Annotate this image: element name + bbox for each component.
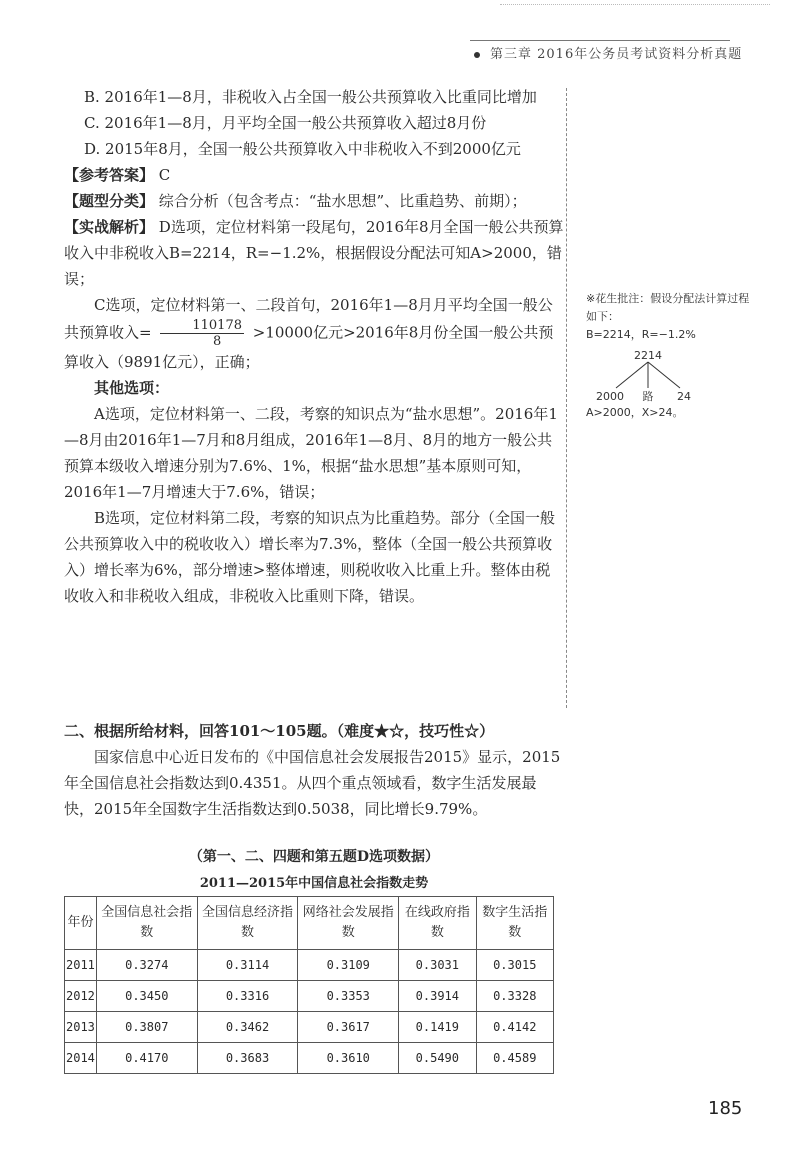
diagram-total: 2214 (634, 349, 662, 362)
question-body (64, 84, 564, 609)
fraction (160, 318, 244, 349)
table-header-row (65, 897, 554, 950)
cell-value: 0.3450 (96, 981, 197, 1012)
cell-value: 0.1419 (399, 1012, 476, 1043)
header-info-economy: 全国信息经济指数 (197, 897, 298, 950)
cell-year: 2014 (65, 1043, 97, 1074)
header-rule (470, 40, 730, 41)
table-row (65, 981, 554, 1012)
table-row (65, 1043, 554, 1074)
side-note-title: ※花生批注：假设分配法计算过程如下： (586, 292, 750, 323)
answer-label: 【参考答案】 (64, 166, 155, 184)
section-paragraph: 国家信息中心近日发布的《中国信息社会发展报告2015》显示，2015年全国信息社会指数达到0.4351。从四个重点领域看，数字生活发展最快，2015年全国数字生活指数达到0.5038，同比增长9.79%。 (64, 748, 561, 818)
cell-value: 0.3353 (298, 981, 399, 1012)
analysis-p1 (64, 214, 564, 292)
cell-value: 0.4170 (96, 1043, 197, 1074)
side-note-result: A>2000，X>24。 (586, 406, 684, 419)
table-row (65, 950, 554, 981)
section-two (64, 718, 564, 822)
cell-value: 0.3109 (298, 950, 399, 981)
diagram-mid: 路 (642, 390, 654, 403)
index-table (64, 896, 554, 1074)
answer-line (64, 162, 564, 188)
top-dotted-rule (500, 4, 770, 5)
analysis-p2 (64, 292, 564, 375)
option-d: D. 2015年8月，全国一般公共预算收入中非税收入不到2000亿元 (84, 140, 521, 158)
other-options-label: 其他选项： (94, 379, 170, 397)
cell-value: 0.3328 (476, 981, 553, 1012)
option-b: B. 2016年1—8月，非税收入占全国一般公共预算收入比重同比增加 (84, 88, 537, 106)
cell-value: 0.3274 (96, 950, 197, 981)
running-header: 第三章 2016年公务员考试资料分析真题 (490, 47, 743, 62)
category-label: 【题型分类】 (64, 192, 155, 210)
header-info-society: 全国信息社会指数 (96, 897, 197, 950)
header-online-government: 在线政府指数 (399, 897, 476, 950)
header-network-society: 网络社会发展指数 (298, 897, 399, 950)
cell-year: 2013 (65, 1012, 97, 1043)
cell-value: 0.3031 (399, 950, 476, 981)
side-note-formula: B=2214，R=−1.2% (586, 328, 696, 341)
header-bullet-icon (474, 52, 480, 58)
analysis-label: 【实战解析】 (64, 218, 155, 236)
cell-value: 0.3610 (298, 1043, 399, 1074)
cell-value: 0.3617 (298, 1012, 399, 1043)
margin-divider (566, 88, 567, 708)
cell-value: 0.3316 (197, 981, 298, 1012)
analysis-p2-before: C选项，定位材料第一、二段首句，2016年1—8月月平均全国一般公共预算收入= (64, 296, 553, 342)
cell-value: 0.3914 (399, 981, 476, 1012)
cell-value: 0.3807 (96, 1012, 197, 1043)
analysis-option-b: B选项，定位材料第二段，考察的知识点为比重趋势。部分（全国一般公共预算收入中的税收收入）增长率为7.3%，整体（全国一般公共预算收入）增长率为6%，部分增速>整体增速，则税收收入比重上升。整体由税收收入和非税收入组成，非税收入比重则下降，错误。 (64, 509, 556, 605)
analysis-option-a: A选项，定位材料第一、二段，考察的知识点为“盐水思想”。2016年1—8月由2016年1—7月和8月组成，2016年1—8月、8月的地方一般公共预算本级收入增速分别为7.6%、1%，根据“盐水思想”基本原则可知，2016年1—7月增速大于7.6%，错误； (64, 405, 558, 501)
fraction-denominator: 8 (213, 334, 222, 349)
diagram-branch-left (616, 362, 648, 388)
cell-value: 0.3462 (197, 1012, 298, 1043)
answer-value: C (158, 166, 171, 184)
side-note (586, 290, 756, 422)
table-caption: （第一、二、四题和第五题D选项数据） (188, 849, 440, 865)
split-diagram (586, 348, 716, 404)
table-row (65, 1012, 554, 1043)
cell-year: 2011 (65, 950, 97, 981)
table-title: 2011—2015年中国信息社会指数走势 (199, 876, 429, 891)
cell-value: 0.3683 (197, 1043, 298, 1074)
category-line (64, 188, 564, 214)
analysis-p1-text: D选项，定位材料第一段尾句，2016年8月全国一般公共预算收入中非税收入B=2214，R=−1.2%，根据假设分配法可知A>2000，错误； (64, 218, 564, 288)
cell-value: 0.5490 (399, 1043, 476, 1074)
option-c: C. 2016年1—8月，月平均全国一般公共预算收入超过8月份 (84, 114, 487, 132)
header-digital-life: 数字生活指数 (476, 897, 553, 950)
cell-value: 0.3015 (476, 950, 553, 981)
fraction-numerator: 110178 (160, 318, 244, 334)
header-year: 年份 (65, 897, 97, 950)
analysis-p2-after: >10000亿元>2016年8月份全国一般公共预算收入（9891亿元），正确； (64, 323, 554, 371)
cell-value: 0.4142 (476, 1012, 553, 1043)
page-number: 185 (708, 1098, 743, 1119)
cell-year: 2012 (65, 981, 97, 1012)
section-title: 二、根据所给材料，回答101～105题。（难度★☆，技巧性☆） (64, 722, 495, 740)
cell-value: 0.4589 (476, 1043, 553, 1074)
cell-value: 0.3114 (197, 950, 298, 981)
diagram-left: 2000 (596, 390, 624, 403)
diagram-branch-right (648, 362, 680, 388)
diagram-right: 24 (677, 390, 691, 403)
category-value: 综合分析（包含考点：“盐水思想”、比重趋势、前期）； (158, 192, 527, 210)
